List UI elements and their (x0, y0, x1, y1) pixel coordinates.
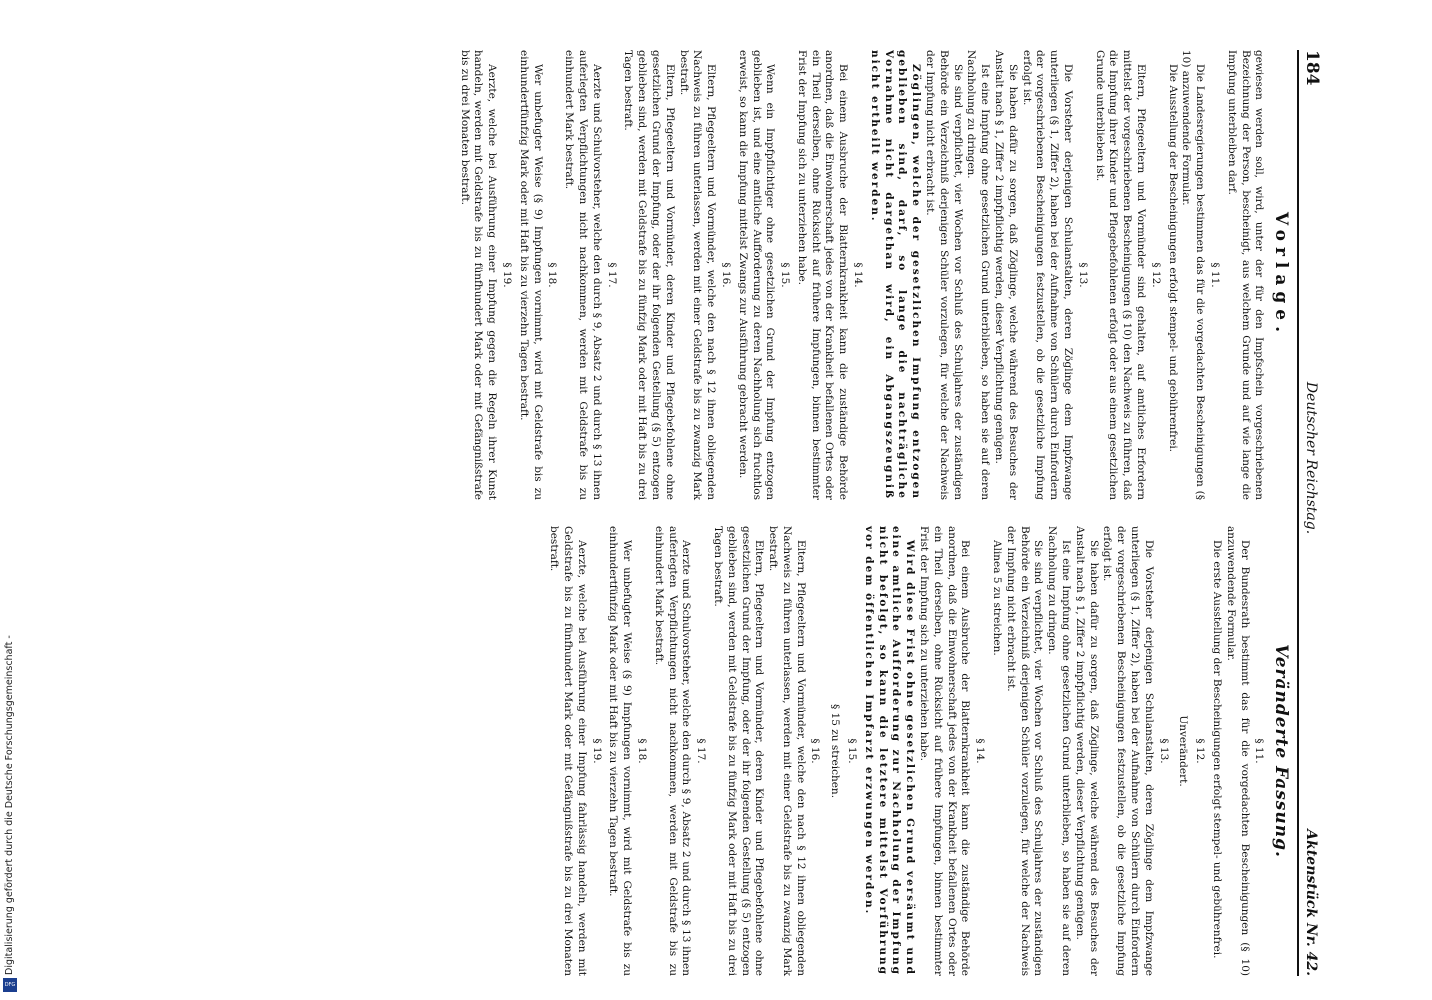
section-heading: § 13. (1157, 738, 1170, 764)
paragraph: Eltern, Pflegeeltern und Vormünder, deren Kinder und Pflegebefohlene ohne gesetzlichen Grund der Impfung, oder der ihr folgenden Gestellung (§ 5) entzogen geblieben sind, werden mit Geldstrafe bis zu fünfzig Mark oder mit Haft bis zu drei Tagen bestraft. (622, 50, 676, 500)
section-heading: § 12. (1149, 262, 1162, 288)
column-vorlage (455, 50, 1293, 500)
page-header (1297, 50, 1322, 976)
section-heading: § 11. (1253, 738, 1266, 764)
paragraph: Ist eine Impfung ohne gesetzlichen Grund unterblieben, so haben sie auf deren Nachholung zu dringen. (965, 50, 992, 500)
paragraph: Eltern, Pflegeeltern und Vormünder sind gehalten, auf amtliches Erfordern mittelst der vorgeschriebenen Bescheinigungen (§ 10) den Nachweis zu führen, daß die Impfung ihrer Kinder und Pflegebefohlenen erfolgt oder aus einem gesetzlichen Grunde unterblieben ist. (1093, 50, 1148, 500)
section-heading: § 16. (719, 262, 732, 288)
paragraph: Bei einem Ausbruche der Blatternkrankheit kann die zuständige Behörde anordnen, daß die Einwohnerschaft jedes von der Krankheit befallenen Ortes oder ein Theil derselben, ohne Rücksicht auf frühere Impfungen, binnen bestimmter Frist der Impfung sich zu unterziehen habe. (918, 526, 972, 976)
paragraph-unchanged: Unverändert. (1177, 715, 1190, 787)
paragraph: Der Bundesrath bestimmt das für die vorgedachten Bescheinigungen (§ 10) anzuwendende Formular. (1224, 526, 1251, 976)
section-heading: § 15. (779, 262, 792, 288)
paragraph: Aerzte, welche bei Ausführung einer Impfung gegen die Regeln ihrer Kunst handeln, werden mit Geldstrafe bis zu fünfhundert Mark oder mit Gefängnißstrafe bis zu drei Monaten bestraft. (458, 50, 499, 500)
paragraph: Sie sind verpflichtet, vier Wochen vor Schluß des Schuljahres der zuständigen Behörde ein Verzeichniß derjenigen Schüler vorzulegen, für welche der Nachweis der Impfung nicht erbracht ist. (1004, 526, 1045, 976)
attachment-number: Aktenstück Nr. 42. (1303, 829, 1319, 976)
paragraph: Eltern, Pflegeeltern und Vormünder, deren Kinder und Pflegebefohlene ohne gesetzlichen Grund der Impfung, oder der ihr folgenden Gestellung (§ 5) entzogen geblieben sind, werden mit Geldstrafe bis zu fünfzig Mark oder mit Haft bis zu drei Tagen bestraft. (711, 526, 766, 976)
section-heading: § 19. (590, 738, 603, 764)
column-title-veraenderte-fassung: Veränderte Fassung. (1271, 644, 1292, 858)
paragraph: Die Vorsteher derjenigen Schulanstalten, deren Zöglinge dem Impfzwange unterliegen (§ 1, Ziffer 2), haben bei der Aufnahme von Schülern durch Einfordern der vorgeschriebenen Bescheinigungen festzustellen, ob die gesetzliche Impfung erfolgt ist. (1020, 50, 1075, 500)
section-heading: § 14. (974, 738, 987, 764)
document-page (2, 0, 1332, 1000)
paragraph: Die Ausstellung der Bescheinigungen erfolgt stempel- und gebührenfrei. (1166, 64, 1179, 453)
paragraph: Eltern, Pflegeeltern und Vormünder, welche den nach § 12 ihnen obliegenden Nachweis zu führen unterlassen, werden mit einer Geldstrafe bis zu zwanzig Mark bestraft. (677, 50, 718, 500)
section-heading: § 18. (546, 262, 559, 288)
section-heading: § 12. (1194, 738, 1207, 764)
section-heading: § 15. (846, 738, 859, 764)
paragraph: Wenn ein Impfpflichtiger ohne gesetzlichen Grund der Impfung entzogen geblieben ist, und eine amtliche Aufforderung zu deren Nachholung sich fruchtlos erweist, so kann die Impfung mittelst Zwangs zur Ausführung gebracht werden. (736, 50, 777, 500)
section-heading: § 19. (500, 262, 513, 288)
paragraph-spaced: Wird diese Frist ohne gesetzlichen Grund versäumt und eine amtliche Aufforderung zur Nachholung der Impfung nicht befolgt, so kann die letztere mittelst Vorführung vor dem öffentlichen Impfarzt erzwungen werden. (862, 526, 917, 976)
section-heading: § 18. (635, 738, 648, 764)
paragraph: Aerzte, welche bei Ausführung einer Impfung fahrlässig handeln, werden mit Geldstrafe bis zu fünfhundert Mark oder mit Gefängnißstrafe bis zu drei Monaten bestraft. (548, 526, 588, 976)
section-heading: § 17. (695, 738, 708, 764)
paragraph: Die Landesregierungen bestimmen das für die vorgedachten Bescheinigungen (§ 10) anzuwendende Formular. (1180, 50, 1207, 500)
paragraph: Eltern, Pflegeeltern und Vormünder, welche den nach § 12 ihnen obliegenden Nachweis zu führen unterlassen, werden mit einer Geldstrafe bis zu zwanzig Mark bestraft. (767, 526, 807, 976)
paragraph: Sie sind verpflichtet, vier Wochen vor Schluß des Schuljahres der zuständigen Behörde ein Verzeichniß derjenigen Schüler vorzulegen, für welche der Nachweis der Impfung nicht erbracht ist. (924, 50, 964, 500)
paragraph: Bei einem Ausbruche der Blatternkrankheit kann die zuständige Behörde anordnen, daß die Einwohnerschaft jedes von der Krankheit befallenen Ortes oder ein Theil derselben, ohne Rücksicht auf frühere Impfungen, binnen bestimmter Frist der Impfung sich zu unterziehen habe. (795, 50, 850, 500)
funding-note: Digitalisierung gefördert durch die Deutsche Forschungsgemeinschaft - (4, 635, 15, 975)
column-title-vorlage: Vorlage. (1271, 211, 1292, 339)
section-heading: § 16. (809, 738, 822, 764)
section-heading: § 13. (1076, 262, 1089, 288)
intro-paragraph: gewiesen werden soll, wird, unter der für den Impfschein vorgeschriebenen Bezeichnung der Person, bescheinigt, aus welchem Grunde und auf wie lange die Impfung unterbleiben darf. (1225, 50, 1266, 500)
section-heading: § 17. (605, 262, 618, 288)
journal-title: Deutscher Reichstag. (1303, 381, 1319, 535)
paragraph-spaced: Zöglingen, welche der gesetzlichen Impfung entzogen geblieben sind, darf, so lange die nachträgliche Vornahme nicht dargethan wird, ein Abgangszeugniß nicht ertheilt werden. (868, 50, 923, 500)
paragraph: Wer unbefugter Weise (§ 9) Impfungen vornimmt, wird mit Geldstrafe bis zu einhundertfünfzig Mark oder mit Haft bis zu vierzehn Tagen bestraft. (517, 50, 544, 500)
column-veraenderte-fassung (455, 526, 1293, 976)
paragraph: Sie haben dafür zu sorgen, daß Zöglinge, welche während des Besuches der Anstalt nach § 1, Ziffer 2 impfpflichtig werden, dieser Verpflichtung genügen. (993, 50, 1019, 500)
section-heading: § 14. (852, 262, 865, 288)
paragraph: Aerzte und Schulvorsteher, welche den durch § 9, Absatz 2 und durch § 13 ihnen auferlegten Verpflichtungen nicht nachkommen, werden mit Geldstrafe bis zu einhundert Mark bestraft. (563, 50, 603, 500)
paragraph: Die erste Ausstellung der Bescheinigungen erfolgt stempel- und gebührenfrei. (1211, 540, 1224, 959)
paragraph: Aerzte und Schulvorsteher, welche den durch § 9, Absatz 2 und durch § 13 ihnen auferlegten Verpflichtungen nicht nachkommen, werden mit Geldstrafe bis zu einhundert Mark bestraft. (652, 526, 693, 976)
section-heading: § 11. (1209, 262, 1222, 288)
paragraph: Sie haben dafür zu sorgen, daß Zöglinge, welche während des Besuches der Anstalt nach § 1, Ziffer 2 impfpflichtig werden, dieser Verpflichtung genügen. (1073, 526, 1100, 976)
page-number: 184 (1302, 50, 1322, 86)
paragraph: Ist eine Impfung ohne gesetzlichen Grund unterblieben, so haben sie auf deren Nachholung zu dringen. (1046, 526, 1073, 976)
paragraph: Wer unbefugter Weise (§ 9) Impfungen vornimmt, wird mit Geldstrafe bis zu einhundertfünfzig Mark oder mit Haft bis zu vierzehn Tagen bestraft. (607, 526, 634, 976)
digitization-footer (0, 0, 20, 1000)
dfg-logo: DFG (3, 978, 17, 992)
paragraph-struck: § 15 zu streichen. (829, 703, 842, 799)
paragraph: Die Vorsteher derjenigen Schulanstalten, deren Zöglinge dem Impfzwange unterliegen (§ 1, Ziffer 2), haben bei der Aufnahme von Schülern durch Einfordern der vorgeschriebenen Bescheinigungen festzustellen, ob die gesetzliche Impfung erfolgt ist. (1101, 526, 1155, 976)
paragraph: Alinea 5 zu streichen. (991, 540, 1004, 656)
